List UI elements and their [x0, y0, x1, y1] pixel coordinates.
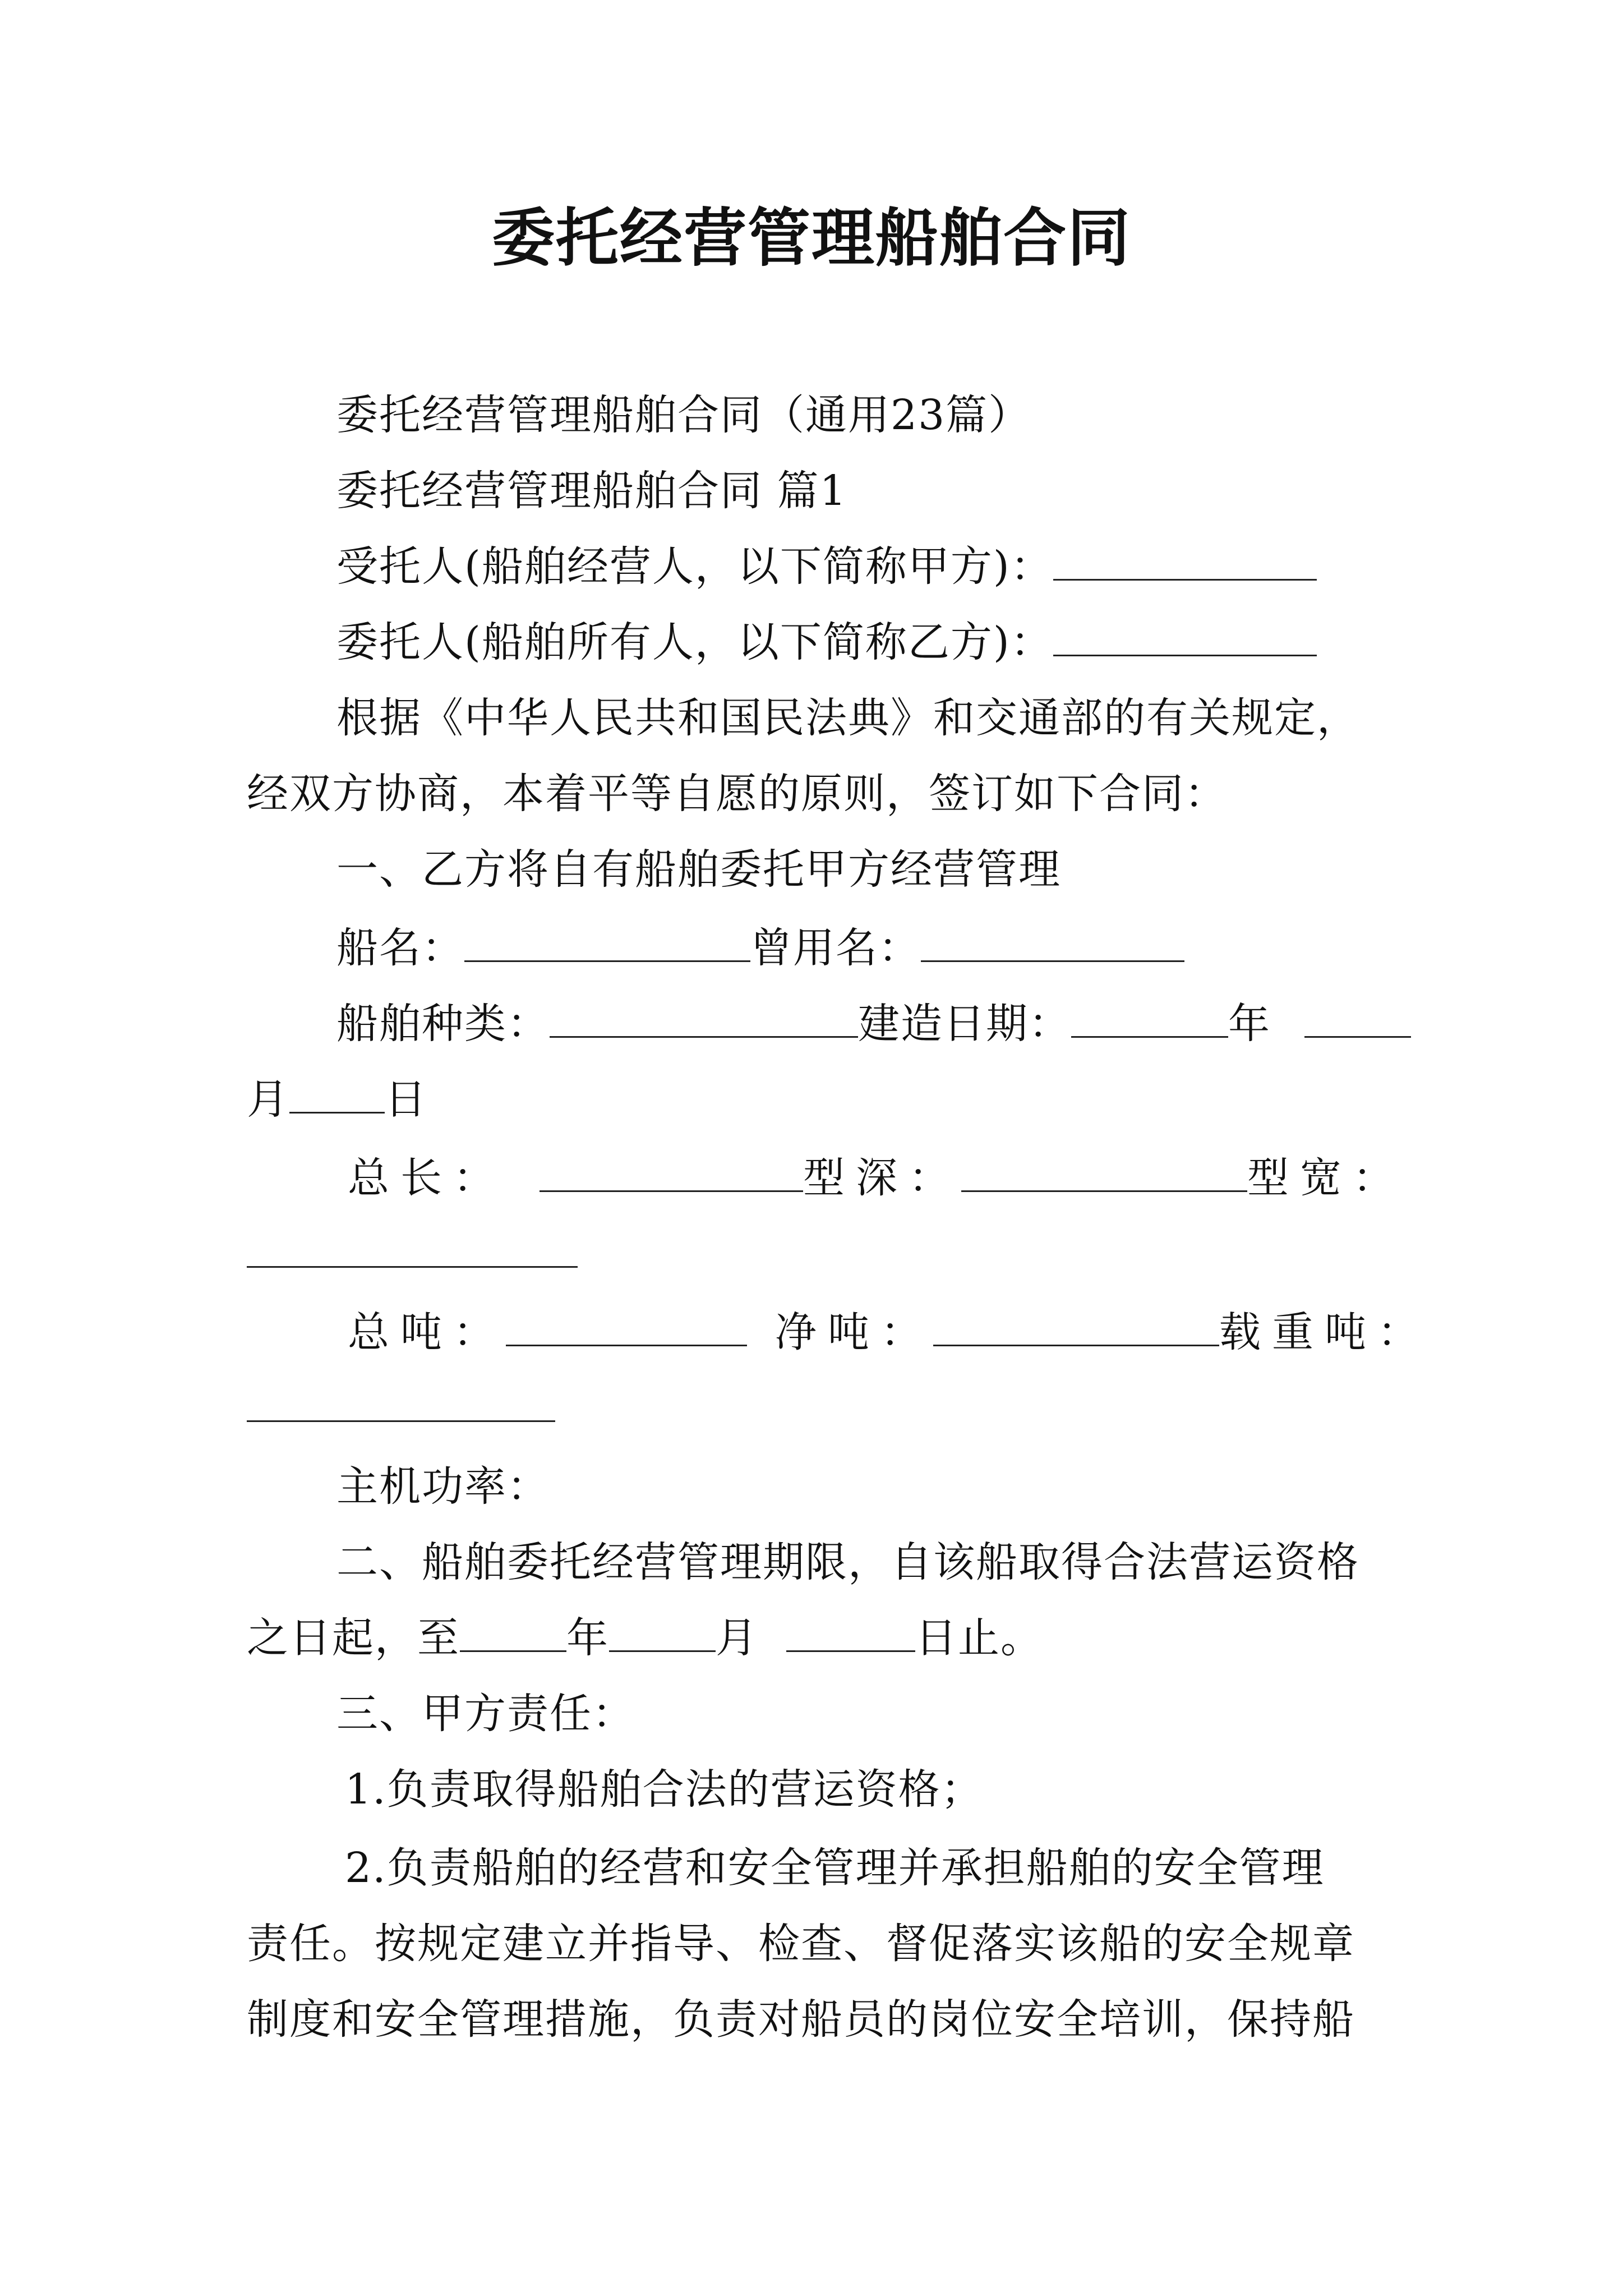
breadth-blank-line	[247, 1226, 578, 1282]
build-day-blank[interactable]	[289, 1073, 385, 1114]
clause-2-line-2	[247, 1610, 1043, 1666]
former-name-blank[interactable]	[921, 921, 1184, 962]
document-title: 委托经营管理船舶合同	[492, 201, 1131, 275]
dimensions-line	[348, 1150, 1405, 1206]
preamble-line-2: 经双方协商，本着平等自愿的原则，签订如下合同：	[247, 770, 1227, 818]
clause-3-item-2-line-2: 责任。按规定建立并指导、检查、督促落实该船的安全规章	[247, 1920, 1355, 1968]
ship-name-blank[interactable]	[464, 921, 750, 962]
clause-3-heading: 三、甲方责任：	[336, 1690, 635, 1738]
engine-power-line	[336, 1458, 550, 1515]
trustor-line	[336, 614, 1317, 670]
length-blank[interactable]	[540, 1151, 803, 1192]
clause-3-item-1: 1.负责取得船舶合法的营运资格；	[345, 1765, 984, 1814]
trustee-label: 受托人(船舶经营人，以下简称甲方)：	[336, 542, 1053, 591]
ship-type-line	[336, 996, 1411, 1052]
trustor-blank[interactable]	[1053, 615, 1317, 656]
deadweight-blank[interactable]	[247, 1381, 555, 1422]
ship-name-line	[336, 920, 1184, 976]
clause-3-item-2-line-3: 制度和安全管理措施，负责对船员的岗位安全培训，保持船	[247, 1995, 1355, 2044]
document-subtitle: 委托经营管理船舶合同（通用23篇）	[336, 391, 1031, 439]
trustee-line	[336, 539, 1317, 595]
net-ton-blank[interactable]	[933, 1305, 1219, 1346]
build-date-label: 建造日期：	[858, 1000, 1071, 1048]
ship-type-label: 船舶种类：	[336, 1000, 550, 1048]
term-month-blank[interactable]	[609, 1611, 716, 1652]
length-label: 总长：	[348, 1154, 506, 1202]
build-date-continued	[247, 1071, 427, 1128]
clause-2-prefix: 之日起，至	[247, 1614, 460, 1662]
build-year-label: 年	[1228, 1000, 1271, 1048]
clause-1-heading: 一、乙方将自有船舶委托甲方经营管理	[336, 845, 1061, 894]
clause-2-suffix: 日止。	[915, 1614, 1043, 1662]
ship-name-label: 船名：	[336, 924, 464, 972]
breadth-label: 型宽：	[1247, 1154, 1405, 1202]
term-year-blank[interactable]	[460, 1611, 566, 1652]
term-month-label: 月	[716, 1614, 758, 1662]
build-month-label: 月	[247, 1075, 289, 1124]
term-year-label: 年	[566, 1614, 609, 1662]
former-name-label: 曾用名：	[750, 924, 921, 972]
depth-blank[interactable]	[961, 1151, 1247, 1192]
gross-ton-label: 总吨：	[348, 1308, 506, 1356]
build-month-blank[interactable]	[1304, 997, 1411, 1038]
ship-type-blank[interactable]	[550, 997, 858, 1038]
engine-power-label: 主机功率：	[336, 1462, 550, 1511]
breadth-blank[interactable]	[247, 1227, 578, 1268]
trustee-blank[interactable]	[1053, 540, 1317, 581]
preamble-line-1: 根据《中华人民共和国民法典》和交通部的有关规定，	[336, 694, 1359, 742]
section-heading: 委托经营管理船舶合同 篇1	[336, 467, 847, 515]
net-ton-label: 净吨：	[775, 1308, 933, 1356]
depth-label: 型深：	[803, 1154, 961, 1202]
trustor-label: 委托人(船舶所有人，以下简称乙方)：	[336, 618, 1053, 666]
gross-ton-blank[interactable]	[506, 1305, 747, 1346]
deadweight-label: 载重吨：	[1219, 1308, 1430, 1356]
deadweight-blank-line	[247, 1380, 555, 1436]
build-year-blank[interactable]	[1071, 997, 1228, 1038]
clause-3-item-2-line-1: 2.负责船舶的经营和安全管理并承担船舶的安全管理	[345, 1844, 1325, 1892]
clause-2-line-1: 二、船舶委托经营管理期限，自该船取得合法营运资格	[336, 1538, 1359, 1586]
tonnage-line	[348, 1304, 1430, 1360]
term-day-blank[interactable]	[786, 1611, 915, 1652]
build-day-label: 日	[385, 1075, 427, 1124]
